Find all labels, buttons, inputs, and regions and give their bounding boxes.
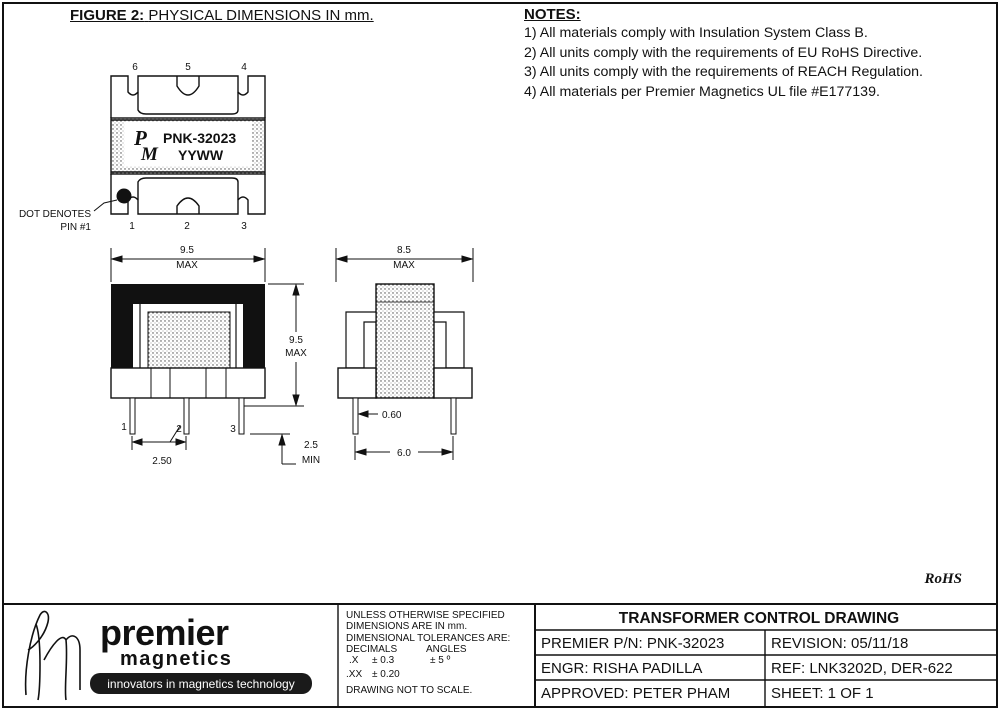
- tol-xx-value: ± 0.20: [372, 669, 400, 680]
- front-height-note: MAX: [285, 348, 307, 359]
- note-item: 4) All materials per Premier Magnetics UL file #E177139.: [524, 83, 880, 100]
- front-pitch-value: 2.50: [152, 456, 172, 467]
- side-view: [336, 248, 473, 460]
- front-width-value: 9.5: [180, 245, 194, 256]
- side-pin-diameter: 0.60: [382, 410, 402, 421]
- sheet-cell: SHEET: 1 OF 1: [771, 685, 874, 702]
- label-date-code: YYWW: [178, 147, 224, 163]
- tol-scale-note: DRAWING NOT TO SCALE.: [346, 685, 473, 696]
- figure-title-text: PHYSICAL DIMENSIONS IN mm.: [148, 7, 374, 24]
- label-logo-m: M: [141, 144, 158, 165]
- note-item: 1) All materials comply with Insulation System Class B.: [524, 25, 868, 41]
- side-width-note: MAX: [393, 260, 415, 271]
- notes-title: NOTES:: [524, 6, 581, 23]
- revision-cell: REVISION: 05/11/18: [771, 635, 909, 652]
- engineer-cell: ENGR: RISHA PADILLA: [541, 660, 703, 677]
- part-number-cell: PREMIER P/N: PNK-32023: [541, 635, 725, 652]
- tol-x-label: .X: [349, 655, 359, 666]
- figure-title: [70, 7, 374, 24]
- pin-label-5: 5: [185, 62, 191, 73]
- top-view-upper-outline: [111, 76, 265, 118]
- tol-xx-label: .XX: [346, 669, 363, 680]
- front-height-value: 9.5: [289, 335, 303, 346]
- pin-label-1: 1: [129, 221, 135, 232]
- dot-note-line2: PIN #1: [60, 222, 91, 233]
- side-view-winding: [376, 284, 434, 398]
- front-width-note: MAX: [176, 260, 198, 271]
- top-view-lower-outline: [111, 174, 265, 214]
- approved-cell: APPROVED: PETER PHAM: [541, 685, 731, 702]
- front-pin-label-2: 2: [176, 424, 182, 435]
- front-pin-length-note: MIN: [301, 455, 321, 466]
- front-view: [111, 248, 304, 464]
- top-view-notch-5: [177, 76, 199, 95]
- tol-angle-value: ± 5 º: [430, 655, 451, 666]
- pin-label-3: 3: [241, 221, 247, 232]
- label-logo-p: P: [134, 126, 147, 150]
- front-pin-label-1: 1: [121, 422, 127, 433]
- pm-monogram-icon: [26, 611, 80, 700]
- tol-angles-label: ANGLES: [426, 644, 467, 655]
- front-pin-label-3: 3: [230, 424, 236, 435]
- top-view-lower-flange: [138, 178, 238, 200]
- figure-label: FIGURE 2:: [70, 7, 145, 24]
- rohs-mark: RoHS: [924, 571, 962, 587]
- notes-list: [524, 24, 923, 102]
- company-logo: [26, 611, 312, 700]
- dot-note-line1: DOT DENOTES: [18, 209, 91, 220]
- pin1-dot: [117, 189, 132, 204]
- tol-line3: DIMENSIONAL TOLERANCES ARE:: [346, 633, 511, 644]
- drawing-heading: TRANSFORMER CONTROL DRAWING: [618, 610, 900, 627]
- tol-decimals-label: DECIMALS: [346, 644, 398, 655]
- reference-cell: REF: LNK3202D, DER-622: [771, 660, 953, 677]
- pin-label-4: 4: [241, 62, 247, 73]
- side-row-spacing: 6.0: [397, 448, 411, 459]
- tol-x-value: ± 0.3: [372, 655, 395, 666]
- company-name-line1: premier: [100, 612, 229, 653]
- company-name-line2: magnetics: [120, 648, 233, 670]
- pin-label-6: 6: [132, 62, 138, 73]
- side-width-value: 8.5: [397, 245, 411, 256]
- note-item: 3) All units comply with the requirements of REACH Regulation.: [524, 64, 924, 81]
- company-tagline: innovators in magnetics technology: [107, 677, 295, 691]
- front-view-winding: [148, 312, 230, 368]
- dot-note-leader: [94, 200, 117, 211]
- front-pin-length-value: 2.5: [304, 440, 318, 451]
- front-view-base: [111, 368, 265, 398]
- tol-line1: UNLESS OTHERWISE SPECIFIED: [346, 610, 505, 621]
- tol-line2: DIMENSIONS ARE IN mm.: [346, 621, 468, 632]
- tolerance-block: [346, 610, 510, 696]
- pin-label-2: 2: [184, 221, 190, 232]
- note-item: 2) All units comply with the requirements of EU RoHS Directive.: [524, 44, 923, 61]
- label-part-number: PNK-32023: [163, 130, 237, 146]
- top-view-notch-2: [177, 198, 199, 214]
